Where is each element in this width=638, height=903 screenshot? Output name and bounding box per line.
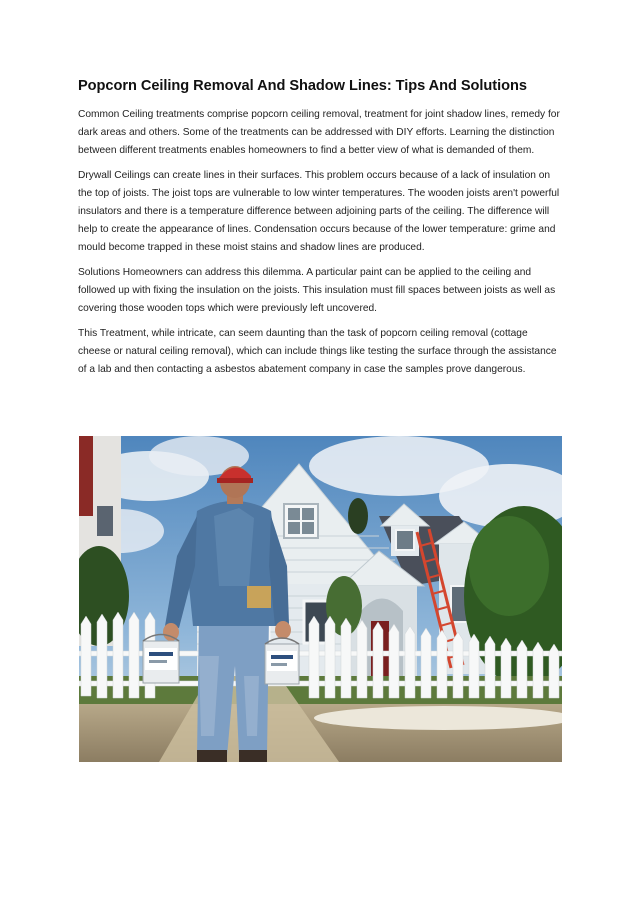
- document-body: [78, 78, 562, 386]
- document-title: Popcorn Ceiling Removal And Shadow Lines: Tips And Solutions: [78, 78, 527, 94]
- painter-boot: [239, 750, 267, 762]
- painter-hand: [275, 621, 291, 639]
- paragraph-intro: Common Ceiling treatments comprise popcorn ceiling removal, treatment for joint shadow lines, remedy for dark areas and others. Some of the treatments can be addressed with DIY efforts. Learning the distinction between different treatments enables homeowners to find a better view of what is demanded of them.: [78, 109, 560, 156]
- paragraph-drywall: Drywall Ceilings can create lines in their surfaces. This problem occurs because of a lack of insulation on the top of joists. The joist tops are vulnerable to low winter temperatures. The wooden joists aren't powerful insulators and there is a temperature difference between adjoining parts of the ceiling. The difference will help to create the appearance of lines. Condensation occurs because of the lower temperature: grime and mould become trapped in these moist stains and shadow lines are produced.: [78, 170, 560, 253]
- paint-can-left: [143, 635, 179, 684]
- tree-top: [348, 498, 368, 534]
- painter-boot: [197, 750, 227, 762]
- paragraph-solutions: Solutions Homeowners can address this dilemma. A particular paint can be applied to the ceiling and followed up with fixing the insulation on the joists. This insulation must fill spaces between joists as well as covering those wooden tops which were previously left uncovered.: [78, 267, 556, 314]
- drop-cloth: [314, 706, 562, 730]
- house-painter-photo: [79, 436, 562, 762]
- left-building-trim: [79, 436, 93, 516]
- left-building-window: [97, 506, 113, 536]
- paragraph-treatment: This Treatment, while intricate, can seem daunting than the task of popcorn ceiling removal (cottage cheese or natural ceiling removal), which can include things like testing the surface through the assistance of a lab and then contacting a asbestos abatement company in case the samples prove dangerous.: [78, 328, 557, 375]
- paint-can-right: [265, 638, 299, 684]
- painter-hand: [163, 623, 179, 641]
- painter-tool-pouch: [247, 586, 271, 608]
- dormer-window: [396, 530, 414, 550]
